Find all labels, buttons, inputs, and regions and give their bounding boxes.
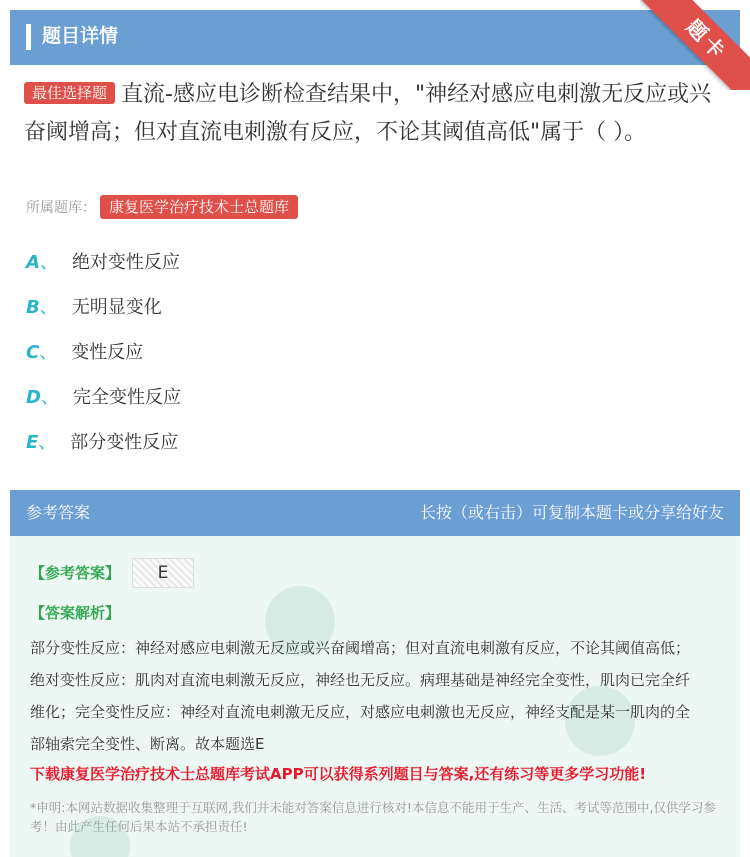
- option-text: 无明显变化: [71, 297, 162, 318]
- analysis-text: 部分变性反应：神经对感应电刺激无反应或兴奋阈增高；但对直流电刺激有反应，不论其阈值高低；绝对变性反应：肌肉对直流电刺激无反应，神经也无反应。病理基础是神经完全变性，肌肉已完全纤维化；完全变性反应：神经对直流电刺激无反应，对感应电刺激也无反应，神经支配是某一肌肉的全部轴索完全变性、断离。故本题选E: [30, 639, 691, 753]
- option-letter: E: [26, 432, 39, 453]
- download-promo-link[interactable]: 下载康复医学治疗技术士总题库考试APP可以获得系列题目与答案,还有练习等更多学习功能!: [30, 765, 647, 783]
- page-header: [10, 10, 740, 65]
- option-letter: D: [26, 387, 41, 408]
- option-e[interactable]: E、 部分变性反应: [26, 432, 179, 453]
- option-c[interactable]: C、 变性反应: [26, 342, 144, 363]
- bank-name-link[interactable]: 康复医学治疗技术士总题库: [100, 195, 298, 219]
- question-bank: [26, 195, 298, 221]
- analysis-label: 【答案解析】: [30, 604, 121, 622]
- option-text: 变性反应: [71, 342, 144, 363]
- bank-label: 所属题库：: [26, 200, 96, 216]
- option-text: 部分变性反应: [70, 432, 179, 453]
- option-letter: B: [26, 297, 40, 318]
- disclaimer-text: *申明:本网站数据收集整理于互联网,我们并未能对答案信息进行核对!本信息不能用于生产、生活、考试等范围中,仅供学习参考！由此产生任何后果本站不承担责任!: [30, 800, 716, 834]
- answer-panel: [10, 536, 740, 857]
- share-hint: 长按（或右击）可复制本题卡或分享给好友: [419, 503, 724, 522]
- page-title: 题目详情: [42, 25, 119, 47]
- option-letter: C: [26, 342, 40, 363]
- option-letter: A: [26, 252, 40, 273]
- option-d[interactable]: D、 完全变性反应: [26, 387, 181, 408]
- reference-answer-value: E: [132, 558, 194, 588]
- header-accent-bar: [26, 24, 31, 50]
- options-list: [26, 248, 181, 473]
- question-text: 直流-感应电诊断检查结果中，"神经对感应电刺激无反应或兴奋阈增高；但对直流电刺激有反应，不论其阈值高低"属于（ ）。: [24, 82, 712, 145]
- option-text: 完全变性反应: [72, 387, 181, 408]
- question-type-tag: 最佳选择题: [24, 82, 115, 104]
- answer-header: [10, 490, 740, 536]
- answer-header-title: 参考答案: [26, 503, 91, 522]
- option-text: 绝对变性反应: [71, 252, 180, 273]
- ribbon-label[interactable]: 题卡: [640, 0, 750, 90]
- question-stem: [24, 76, 732, 152]
- option-a[interactable]: A、 绝对变性反应: [26, 252, 180, 273]
- reference-answer-label: 【参考答案】: [30, 564, 121, 582]
- option-b[interactable]: B、 无明显变化: [26, 297, 162, 318]
